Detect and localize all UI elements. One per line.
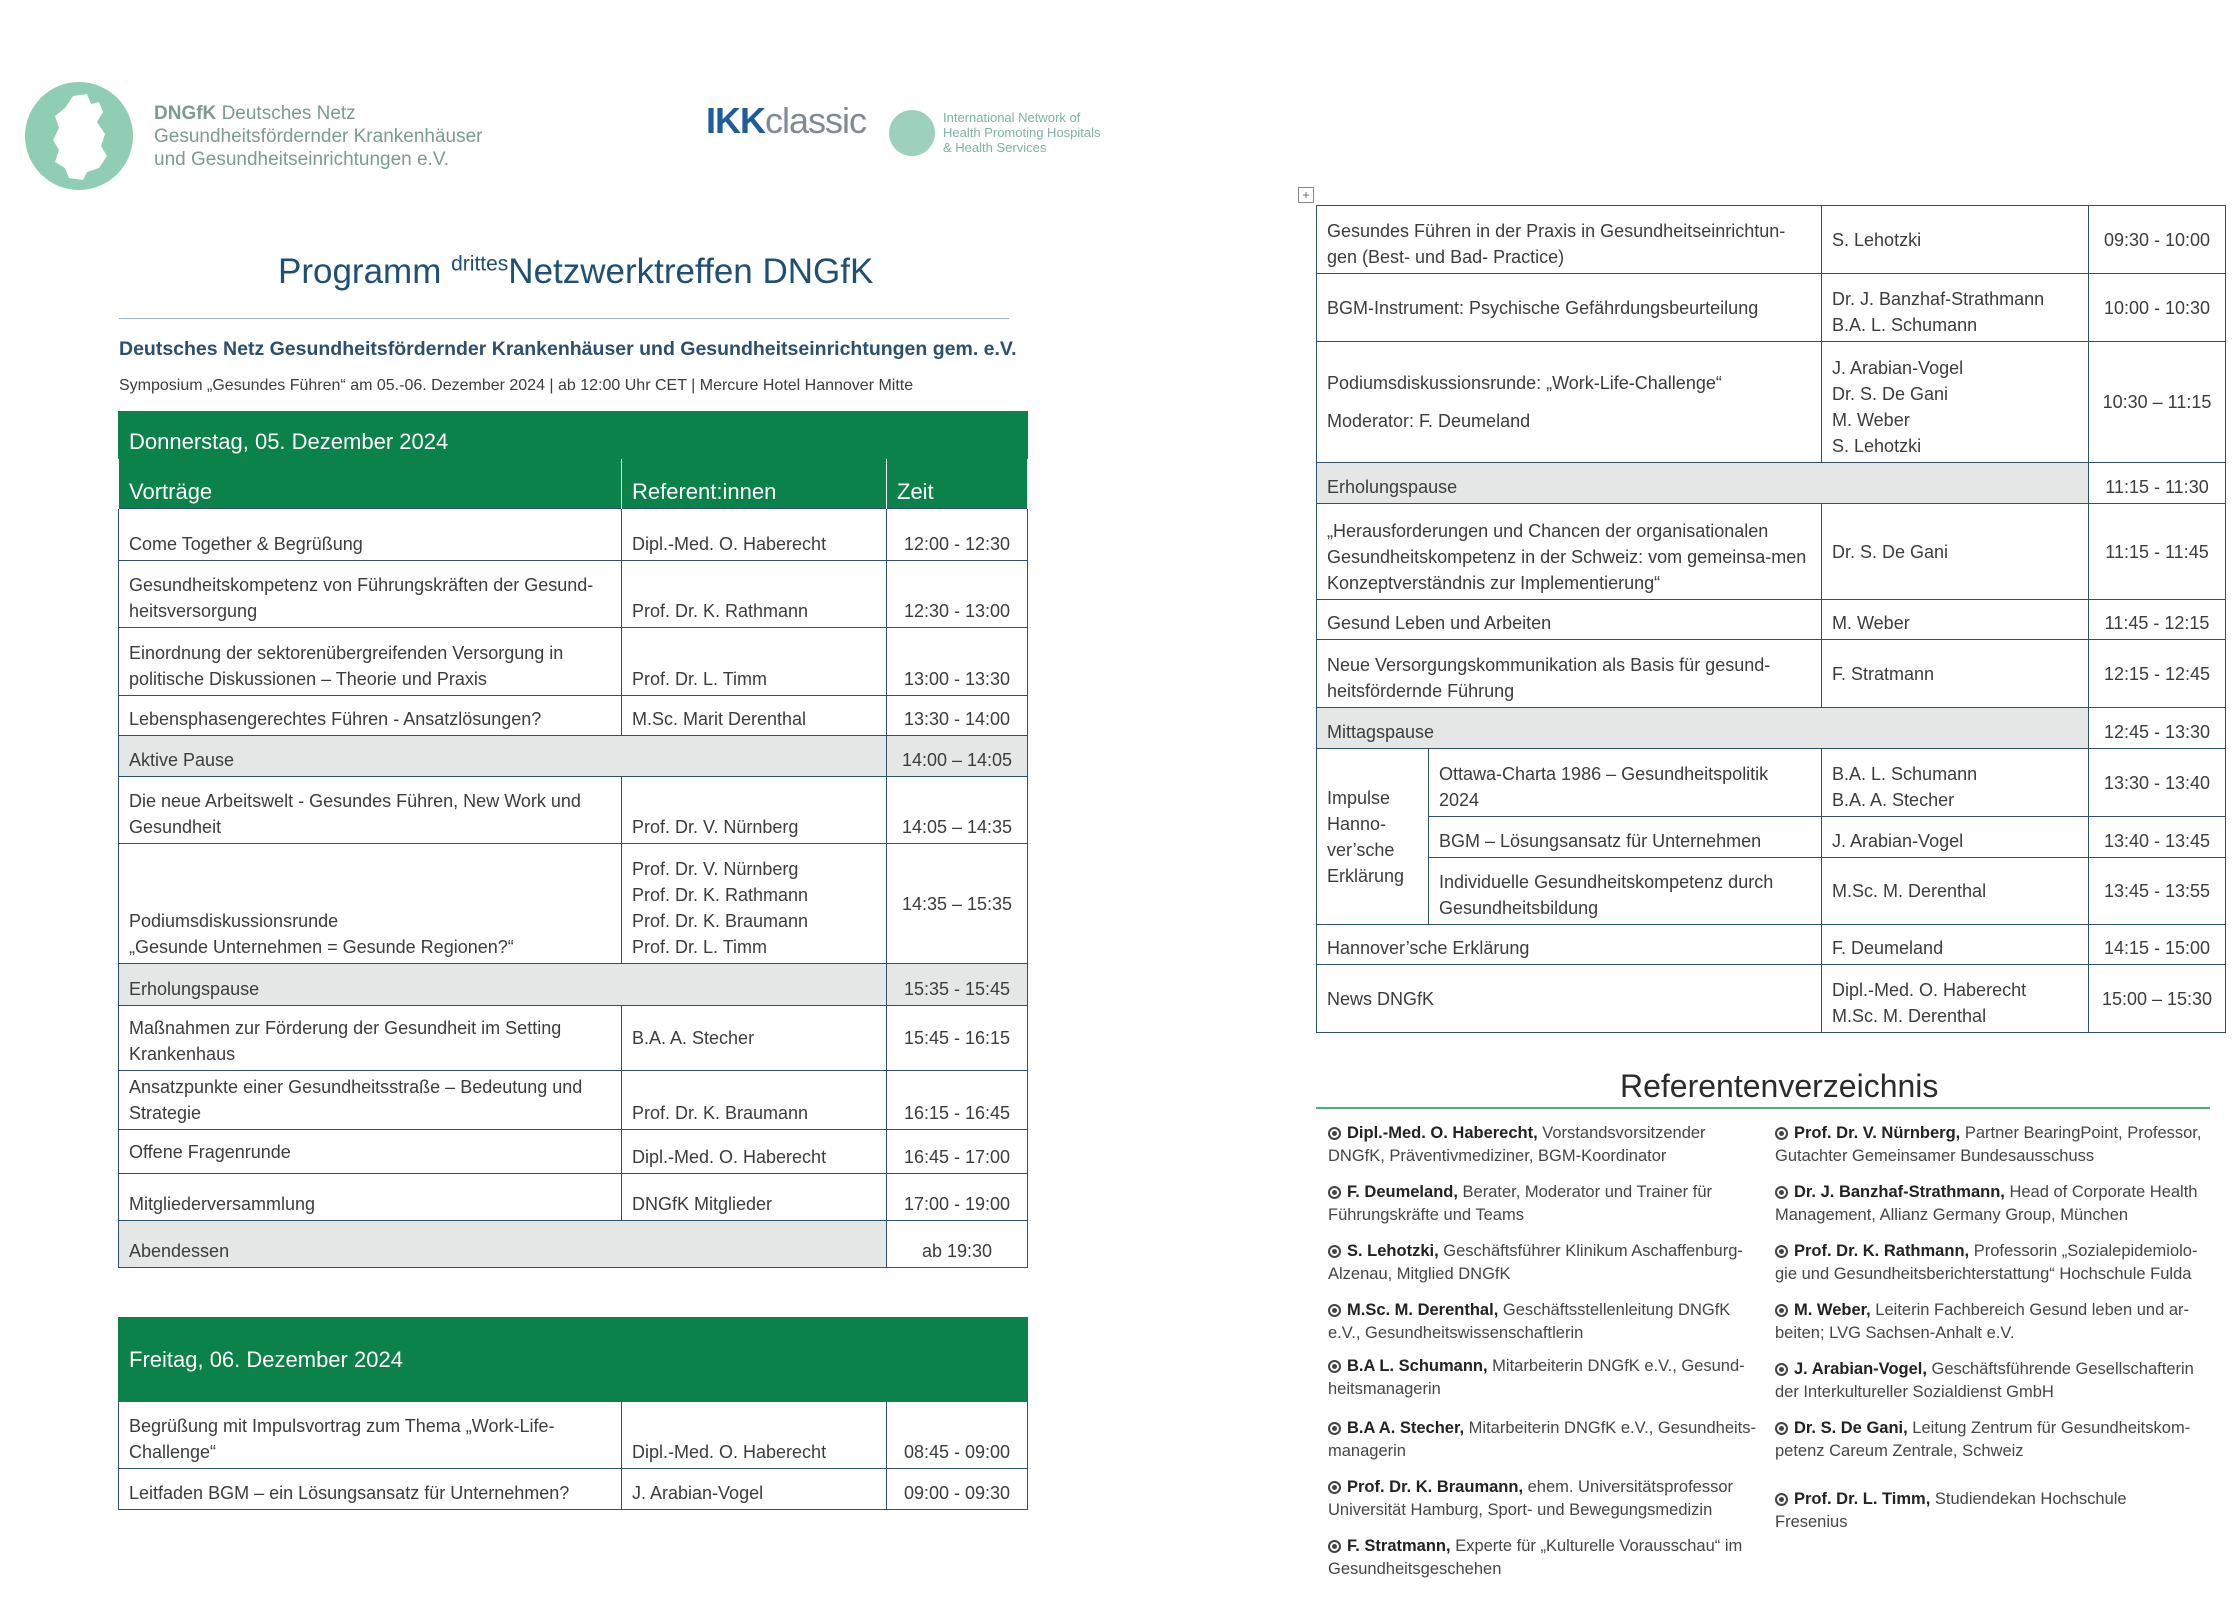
table-row xyxy=(119,628,1028,696)
break-row xyxy=(1317,463,2226,504)
table-row xyxy=(119,1071,1028,1130)
time: 13:30 - 14:00 xyxy=(887,696,1028,736)
speaker: Prof. Dr. V. Nürnberg xyxy=(632,859,799,879)
talk-title: Begrüßung mit Impulsvortrag zum Thema „Work-Life-Challenge“ xyxy=(119,1402,622,1469)
bullet-icon xyxy=(1775,1186,1788,1199)
speaker-name: Prof. Dr. L. Timm, xyxy=(1794,1490,1931,1508)
talk-title: Individuelle Gesundheitskompetenz durch Gesundheitsbildung xyxy=(1429,858,1822,925)
speaker-description: Leiterin Fachbereich Gesund leben und ar-beiten; LVG Sachsen-Anhalt e.V. xyxy=(1775,1301,2189,1342)
speaker: Dipl.-Med. O. Haberecht xyxy=(622,509,887,561)
speaker: M.Sc. M. Derenthal xyxy=(1832,1006,1987,1026)
col-header-speakers: Referent:innen xyxy=(622,459,887,509)
bullet-icon xyxy=(1328,1360,1341,1373)
time: 11:45 - 12:15 xyxy=(2089,600,2226,640)
speaker: Dipl.-Med. O. Haberecht xyxy=(1832,980,2027,1000)
bullet-icon xyxy=(1775,1493,1788,1506)
time: 13:00 - 13:30 xyxy=(887,628,1028,696)
speaker: Prof. Dr. L. Timm xyxy=(632,937,768,957)
speaker-description: Geschäftsstellenleitung DNGfK e.V., Gesundheitswissenschaftlerin xyxy=(1328,1301,1731,1342)
speaker-list xyxy=(622,844,887,964)
time: 08:45 - 09:00 xyxy=(887,1402,1028,1469)
speaker: M. Weber xyxy=(1822,600,2089,640)
speaker-description: Partner BearingPoint, Professor, Gutachter Gemeinsamer Bundesausschuss xyxy=(1775,1124,2202,1165)
table-row xyxy=(1317,342,2226,463)
speaker-description: Geschäftsführende Gesellschafterin der Interkultureller Sozialdienst GmbH xyxy=(1775,1360,2194,1401)
day2-heading: Freitag, 06. Dezember 2024 xyxy=(119,1318,1028,1402)
bullet-icon xyxy=(1328,1304,1341,1317)
speaker-entry xyxy=(1328,1355,1756,1401)
ikk-logo-mark: IKK xyxy=(706,100,765,141)
speaker-name: Dipl.-Med. O. Haberecht, xyxy=(1347,1124,1538,1142)
time: 11:15 - 11:45 xyxy=(2089,504,2226,600)
talk-title: Come Together & Begrüßung xyxy=(119,509,622,561)
speaker-description: Mitarbeiterin DNGfK e.V., Gesund-heitsmanagerin xyxy=(1328,1357,1745,1398)
talk-title: Ottawa-Charta 1986 – Gesundheitspolitik 2024 xyxy=(1429,749,1822,817)
talk-title: Mitgliederversammlung xyxy=(119,1174,622,1221)
time: 14:15 - 15:00 xyxy=(2089,925,2226,965)
bullet-icon xyxy=(1328,1481,1341,1494)
speaker-name: F. Deumeland, xyxy=(1347,1183,1458,1201)
talk-title: Gesundheitskompetenz von Führungskräften der Gesund-heitsversorgung xyxy=(119,561,622,628)
table-row xyxy=(1317,504,2226,600)
table-row xyxy=(119,777,1028,844)
ikk-classic-logo xyxy=(706,100,866,142)
talk-title-line2: „Gesunde Unternehmen = Gesunde Regionen?“ xyxy=(129,937,514,957)
speaker-name: B.A L. Schumann, xyxy=(1347,1357,1488,1375)
break-label: Erholungspause xyxy=(1317,463,2089,504)
table-row xyxy=(119,696,1028,736)
speaker: F. Stratmann xyxy=(1822,640,2089,708)
title-divider xyxy=(119,318,1009,319)
speaker: Prof. Dr. V. Nürnberg xyxy=(622,777,887,844)
table-row xyxy=(119,509,1028,561)
speaker-name: J. Arabian-Vogel, xyxy=(1794,1360,1927,1378)
speaker: Dr. S. De Gani xyxy=(1822,504,2089,600)
speaker: B.A. A. Stecher xyxy=(1832,790,1955,810)
program-title-prefix: Programm xyxy=(278,252,442,291)
table-row xyxy=(119,1469,1028,1510)
break-label: Erholungspause xyxy=(119,964,887,1006)
speaker-entry xyxy=(1328,1181,1756,1227)
bullet-icon xyxy=(1775,1304,1788,1317)
speaker-directory-divider xyxy=(1316,1107,2210,1109)
hph-line1: International Network of xyxy=(943,110,1081,125)
speaker: S. Lehotzki xyxy=(1832,436,1922,456)
speaker: J. Arabian-Vogel xyxy=(622,1469,887,1510)
break-row xyxy=(1317,708,2226,749)
bullet-icon xyxy=(1775,1245,1788,1258)
speaker-list xyxy=(1822,749,2089,817)
speaker-description: ehem. Universitätsprofessor Universität Hamburg, Sport- und Bewegungsmedizin xyxy=(1328,1478,1734,1519)
col-header-time: Zeit xyxy=(887,459,1028,509)
table-row xyxy=(119,1006,1028,1071)
program-title-superscript: drittes xyxy=(451,252,509,276)
talk-title: Lebensphasengerechtes Führen - Ansatzlösungen? xyxy=(119,696,622,736)
time: 12:15 - 12:45 xyxy=(2089,640,2226,708)
talk-title: „Herausforderungen und Chancen der organisationalen Gesundheitskompetenz in der Schweiz: vom gemeinsa-men Konzeptverständnis zur Implementierung“ xyxy=(1317,504,1822,600)
speaker: Prof. Dr. L. Timm xyxy=(622,628,887,696)
time: 16:15 - 16:45 xyxy=(887,1071,1028,1130)
speaker: Dipl.-Med. O. Haberecht xyxy=(622,1130,887,1174)
talk-title xyxy=(1317,342,1822,463)
break-row xyxy=(119,1221,1028,1268)
speaker-name: Dr. J. Banzhaf-Strathmann, xyxy=(1794,1183,2005,1201)
time: ab 19:30 xyxy=(887,1221,1028,1268)
break-row xyxy=(119,964,1028,1006)
speaker-entry xyxy=(1775,1488,2203,1534)
table-row xyxy=(1317,925,2226,965)
speaker: J. Arabian-Vogel xyxy=(1822,817,2089,858)
speaker-entry xyxy=(1328,1535,1756,1581)
time: 12:45 - 13:30 xyxy=(2089,708,2226,749)
speaker-entry xyxy=(1775,1299,2203,1345)
speaker-name: Prof. Dr. V. Nürnberg, xyxy=(1794,1124,1961,1142)
table-row xyxy=(119,1174,1028,1221)
speaker-entry xyxy=(1328,1299,1756,1345)
speaker: Dr. J. Banzhaf-Strathmann xyxy=(1832,289,2045,309)
speaker-description: Geschäftsführer Klinikum Aschaffenburg-Alzenau, Mitglied DNGfK xyxy=(1328,1242,1743,1283)
talk-title: Offene Fragenrunde xyxy=(119,1130,622,1174)
col-header-talks: Vorträge xyxy=(119,459,622,509)
moderator: Moderator: F. Deumeland xyxy=(1327,411,1531,431)
speaker-name: M.Sc. M. Derenthal, xyxy=(1347,1301,1499,1319)
bullet-icon xyxy=(1328,1127,1341,1140)
table-row xyxy=(1317,817,2226,858)
time: 11:15 - 11:30 xyxy=(2089,463,2226,504)
speaker-entry xyxy=(1775,1240,2203,1286)
speaker-list xyxy=(1822,342,2089,463)
talk-title: News DNGfK xyxy=(1317,965,1822,1033)
org-line2: Gesundheitsfördernder Krankenhäuser xyxy=(154,126,483,147)
time: 10:30 – 11:15 xyxy=(2089,342,2226,463)
table-row xyxy=(119,561,1028,628)
talk-title: Gesund Leben und Arbeiten xyxy=(1317,600,1822,640)
day2-schedule-table xyxy=(118,1317,1028,1510)
speaker-list xyxy=(1822,274,2089,342)
bullet-icon xyxy=(1328,1186,1341,1199)
org-brand: DNGfK xyxy=(154,103,217,124)
time: 09:00 - 09:30 xyxy=(887,1469,1028,1510)
speaker: Prof. Dr. K. Braumann xyxy=(632,911,809,931)
speaker: M. Weber xyxy=(1832,410,1910,430)
speaker: Dipl.-Med. O. Haberecht xyxy=(622,1402,887,1469)
bullet-icon xyxy=(1775,1363,1788,1376)
speaker: Prof. Dr. K. Rathmann xyxy=(632,885,809,905)
time: 13:40 - 13:45 xyxy=(2089,817,2226,858)
time: 14:00 – 14:05 xyxy=(887,736,1028,777)
time: 13:30 - 13:40 xyxy=(2089,749,2226,817)
speaker: B.A. A. Stecher xyxy=(622,1006,887,1071)
program-title xyxy=(278,252,873,292)
speaker-description: Leitung Zentrum für Gesundheitskom-petenz Careum Zentrale, Schweiz xyxy=(1775,1419,2191,1460)
ikk-logo-suffix: classic xyxy=(765,100,867,141)
bullet-icon xyxy=(1328,1422,1341,1435)
talk-title: Leitfaden BGM – ein Lösungsansatz für Unternehmen? xyxy=(119,1469,622,1510)
bullet-icon xyxy=(1328,1245,1341,1258)
break-row xyxy=(119,736,1028,777)
table-row xyxy=(119,844,1028,964)
bullet-icon xyxy=(1328,1540,1341,1553)
time: 14:35 – 15:35 xyxy=(887,844,1028,964)
time: 17:00 - 19:00 xyxy=(887,1174,1028,1221)
table-row xyxy=(1317,749,2226,817)
talk-title: BGM-Instrument: Psychische Gefährdungsbeurteilung xyxy=(1317,274,1822,342)
time: 16:45 - 17:00 xyxy=(887,1130,1028,1174)
time: 15:00 – 15:30 xyxy=(2089,965,2226,1033)
speaker-name: M. Weber, xyxy=(1794,1301,1871,1319)
talk-title xyxy=(119,844,622,964)
talk-title: Gesundes Führen in der Praxis in Gesundheitseinrichtun-gen (Best- und Bad- Practice) xyxy=(1317,206,1822,274)
speaker-description: Mitarbeiterin DNGfK e.V., Gesundheits-managerin xyxy=(1328,1419,1757,1460)
speaker-entry xyxy=(1775,1122,2203,1168)
org-subtitle: Deutsches Netz Gesundheitsfördernder Krankenhäuser und Gesundheitseinrichtungen gem. e.V. xyxy=(119,338,1017,360)
speaker-description: Vorstandsvorsitzender DNGfK, Präventivmediziner, BGM-Koordinator xyxy=(1328,1124,1706,1165)
symposium-info: Symposium „Gesundes Führen“ am 05.-06. Dezember 2024 | ab 12:00 Uhr CET | Mercure Hotel Hannover Mitte xyxy=(119,377,914,394)
speaker: M.Sc. M. Derenthal xyxy=(1822,858,2089,925)
speaker: Prof. Dr. K. Braumann xyxy=(622,1071,887,1130)
dngfk-logo-text xyxy=(154,102,482,171)
speaker-name: Dr. S. De Gani, xyxy=(1794,1419,1908,1437)
speaker-description: Studiendekan Hochschule Fresenius xyxy=(1775,1490,2127,1531)
table-row xyxy=(1317,965,2226,1033)
bullet-icon xyxy=(1775,1127,1788,1140)
speaker-description: Berater, Moderator und Trainer für Führungskräfte und Teams xyxy=(1328,1183,1712,1224)
speaker-description: Professorin „Sozialepidemiolo-gie und Gesundheitsberichterstattung“ Hochschule Fulda xyxy=(1775,1242,2198,1283)
speaker-entry xyxy=(1775,1181,2203,1227)
time: 12:30 - 13:00 xyxy=(887,561,1028,628)
table-row xyxy=(1317,274,2226,342)
table-row xyxy=(1317,600,2226,640)
speaker: S. Lehotzki xyxy=(1822,206,2089,274)
talk-title: Hannover’sche Erklärung xyxy=(1317,925,1822,965)
table-row xyxy=(1317,858,2226,925)
time: 15:45 - 16:15 xyxy=(887,1006,1028,1071)
speaker-name: S. Lehotzki, xyxy=(1347,1242,1439,1260)
speaker: DNGfK Mitglieder xyxy=(622,1174,887,1221)
speaker-name: B.A A. Stecher, xyxy=(1347,1419,1465,1437)
speaker-directory-title: Referentenverzeichnis xyxy=(1620,1068,1939,1104)
speaker: J. Arabian-Vogel xyxy=(1832,358,1964,378)
table-row xyxy=(1317,206,2226,274)
speaker: Prof. Dr. K. Rathmann xyxy=(622,561,887,628)
talk-title: Maßnahmen zur Förderung der Gesundheit im Setting Krankenhaus xyxy=(119,1006,622,1071)
speaker-name: Prof. Dr. K. Rathmann, xyxy=(1794,1242,1970,1260)
table-row xyxy=(119,1402,1028,1469)
speaker-description: Head of Corporate Health Management, Allianz Germany Group, München xyxy=(1775,1183,2198,1224)
speaker: B.A. L. Schumann xyxy=(1832,764,1978,784)
table-row xyxy=(119,1130,1028,1174)
speaker: M.Sc. Marit Derenthal xyxy=(622,696,887,736)
day2-continued-schedule-table xyxy=(1316,205,2226,1033)
time: 12:00 - 12:30 xyxy=(887,509,1028,561)
break-label: Abendessen xyxy=(119,1221,887,1268)
speaker-entry xyxy=(1328,1240,1756,1286)
speaker-name: Prof. Dr. K. Braumann, xyxy=(1347,1478,1524,1496)
time: 15:35 - 15:45 xyxy=(887,964,1028,1006)
speaker: B.A. L. Schumann xyxy=(1832,315,1978,335)
speaker-entry xyxy=(1328,1476,1756,1522)
speaker-name: F. Stratmann, xyxy=(1347,1537,1451,1555)
program-title-main: Netzwerktreffen DNGfK xyxy=(508,252,874,291)
org-line1: Deutsches Netz xyxy=(221,103,356,124)
hph-line2: Health Promoting Hospitals xyxy=(943,125,1101,140)
time: 13:45 - 13:55 xyxy=(2089,858,2226,925)
speaker-entry xyxy=(1775,1417,2203,1463)
bullet-icon xyxy=(1775,1422,1788,1435)
talk-title: Neue Versorgungskommunikation als Basis für gesund-heitsfördernde Führung xyxy=(1317,640,1822,708)
speaker-entry xyxy=(1328,1122,1756,1168)
hph-logo-text xyxy=(943,110,1101,155)
day1-heading: Donnerstag, 05. Dezember 2024 xyxy=(119,412,1028,459)
speaker-description: Experte für „Kulturelle Vorausschau“ im Gesundheitsgeschehen xyxy=(1328,1537,1743,1578)
talk-title-line1: Podiumsdiskussionsrunde: „Work-Life-Challenge“ xyxy=(1327,373,1722,393)
talk-title-line1: Podiumsdiskussionsrunde xyxy=(129,911,339,931)
time: 10:00 - 10:30 xyxy=(2089,274,2226,342)
table-row xyxy=(1317,640,2226,708)
talk-title: Einordnung der sektorenübergreifenden Versorgung in politische Diskussionen – Theorie und Praxis xyxy=(119,628,622,696)
speaker-entry xyxy=(1328,1417,1756,1463)
talk-title: Die neue Arbeitswelt - Gesundes Führen, New Work und Gesundheit xyxy=(119,777,622,844)
time: 09:30 - 10:00 xyxy=(2089,206,2226,274)
table-move-handle-icon[interactable]: + xyxy=(1298,187,1314,203)
day1-schedule-table xyxy=(118,411,1028,1268)
impulse-group-label: Impulse Hanno-ver’sche Erklärung xyxy=(1317,749,1429,925)
speaker-entry xyxy=(1775,1358,2203,1404)
hph-globe-icon xyxy=(889,110,935,156)
speaker: Dr. S. De Gani xyxy=(1832,384,1949,404)
break-label: Mittagspause xyxy=(1317,708,2089,749)
speaker-list xyxy=(1822,965,2089,1033)
dngfk-logo-germany-icon xyxy=(25,82,133,190)
break-label: Aktive Pause xyxy=(119,736,887,777)
talk-title: BGM – Lösungsansatz für Unternehmen xyxy=(1429,817,1822,858)
time: 14:05 – 14:35 xyxy=(887,777,1028,844)
speaker: F. Deumeland xyxy=(1822,925,2089,965)
hph-line3: & Health Services xyxy=(943,140,1047,155)
org-line3: und Gesundheitseinrichtungen e.V. xyxy=(154,149,450,170)
talk-title: Ansatzpunkte einer Gesundheitsstraße – Bedeutung und Strategie xyxy=(119,1071,622,1130)
